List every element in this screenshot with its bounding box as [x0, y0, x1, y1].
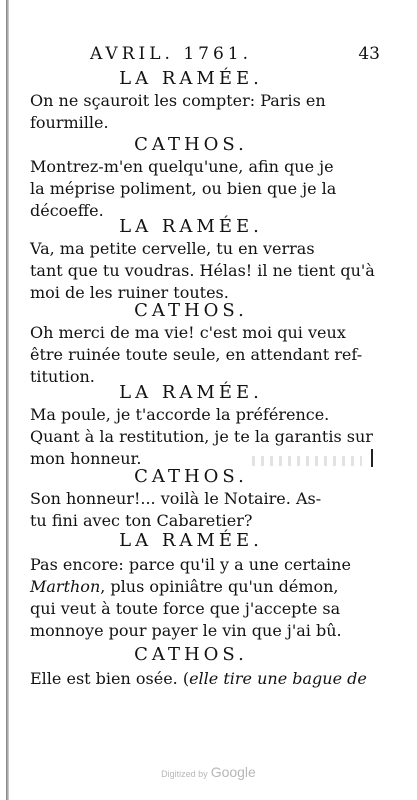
dialogue-line: On ne sçauroit les compter: Paris en: [30, 91, 326, 110]
digitization-watermark: [0, 764, 417, 780]
dialogue-line: tu fini avec ton Cabaretier?: [30, 511, 253, 530]
show-through-ink: [252, 456, 362, 466]
watermark-brand: Google: [210, 764, 256, 780]
dialogue-line: Montrez-m'en quelqu'une, afin que je: [30, 157, 334, 176]
dialogue-line: mon honneur.: [30, 449, 142, 468]
speaker-heading: CATHOS.: [134, 644, 248, 665]
dialogue-line: moi de les ruiner toutes.: [30, 283, 229, 302]
page-gutter-edge: [6, 0, 9, 800]
speaker-heading: LA RAMÉE.: [119, 530, 263, 551]
dialogue-line: Va, ma petite cervelle, tu en verras: [30, 239, 315, 258]
dialogue-line: qui veut à toute force que j'accepte sa: [30, 599, 341, 618]
running-head-title: AVRIL. 1761.: [90, 44, 252, 64]
show-through-mark: [371, 449, 373, 467]
dialogue-line: tant que tu voudras. Hélas! il ne tient qu'à: [30, 261, 375, 280]
dialogue-line: la méprise poliment, ou bien que je la: [30, 179, 337, 198]
stage-direction: elle tire une bague de: [189, 669, 367, 688]
dialogue-line: titution.: [30, 367, 95, 386]
speaker-heading: CATHOS.: [134, 134, 248, 155]
speaker-heading: LA RAMÉE.: [119, 68, 263, 89]
dialogue-line: Pas encore: parce qu'il y a une certaine: [30, 555, 351, 574]
dialogue-line: monnoye pour payer le vin que j'ai bû.: [30, 621, 342, 640]
dialogue-line-start: Elle est bien osée. (: [30, 669, 190, 688]
dialogue-line: Quant à la restitution, je te la garantis sur: [30, 427, 373, 446]
page-number: 43: [358, 44, 380, 64]
dialogue-line: Ma poule, je t'accorde la préférence.: [30, 405, 330, 424]
dialogue-line: Oh merci de ma vie! c'est moi qui veux: [30, 323, 346, 342]
dialogue-line: être ruinée toute seule, en attendant ref-: [30, 345, 363, 364]
speaker-heading: CATHOS.: [134, 466, 248, 487]
watermark-prefix: Digitized by: [161, 769, 208, 779]
speaker-heading: LA RAMÉE.: [119, 216, 263, 237]
dialogue-line: Son honneur!... voilà le Notaire. As-: [30, 489, 322, 508]
dialogue-line: décoeffe.: [30, 201, 104, 220]
speaker-heading: CATHOS.: [134, 300, 248, 321]
dialogue-line: fourmille.: [30, 113, 109, 132]
dialogue-line: [30, 576, 352, 598]
speaker-heading: LA RAMÉE.: [119, 382, 263, 403]
dialogue-line: [30, 668, 367, 690]
dialogue-line-rest: , plus opiniâtre qu'un démon,: [100, 577, 339, 596]
character-name-italic: Marthon: [30, 577, 101, 596]
